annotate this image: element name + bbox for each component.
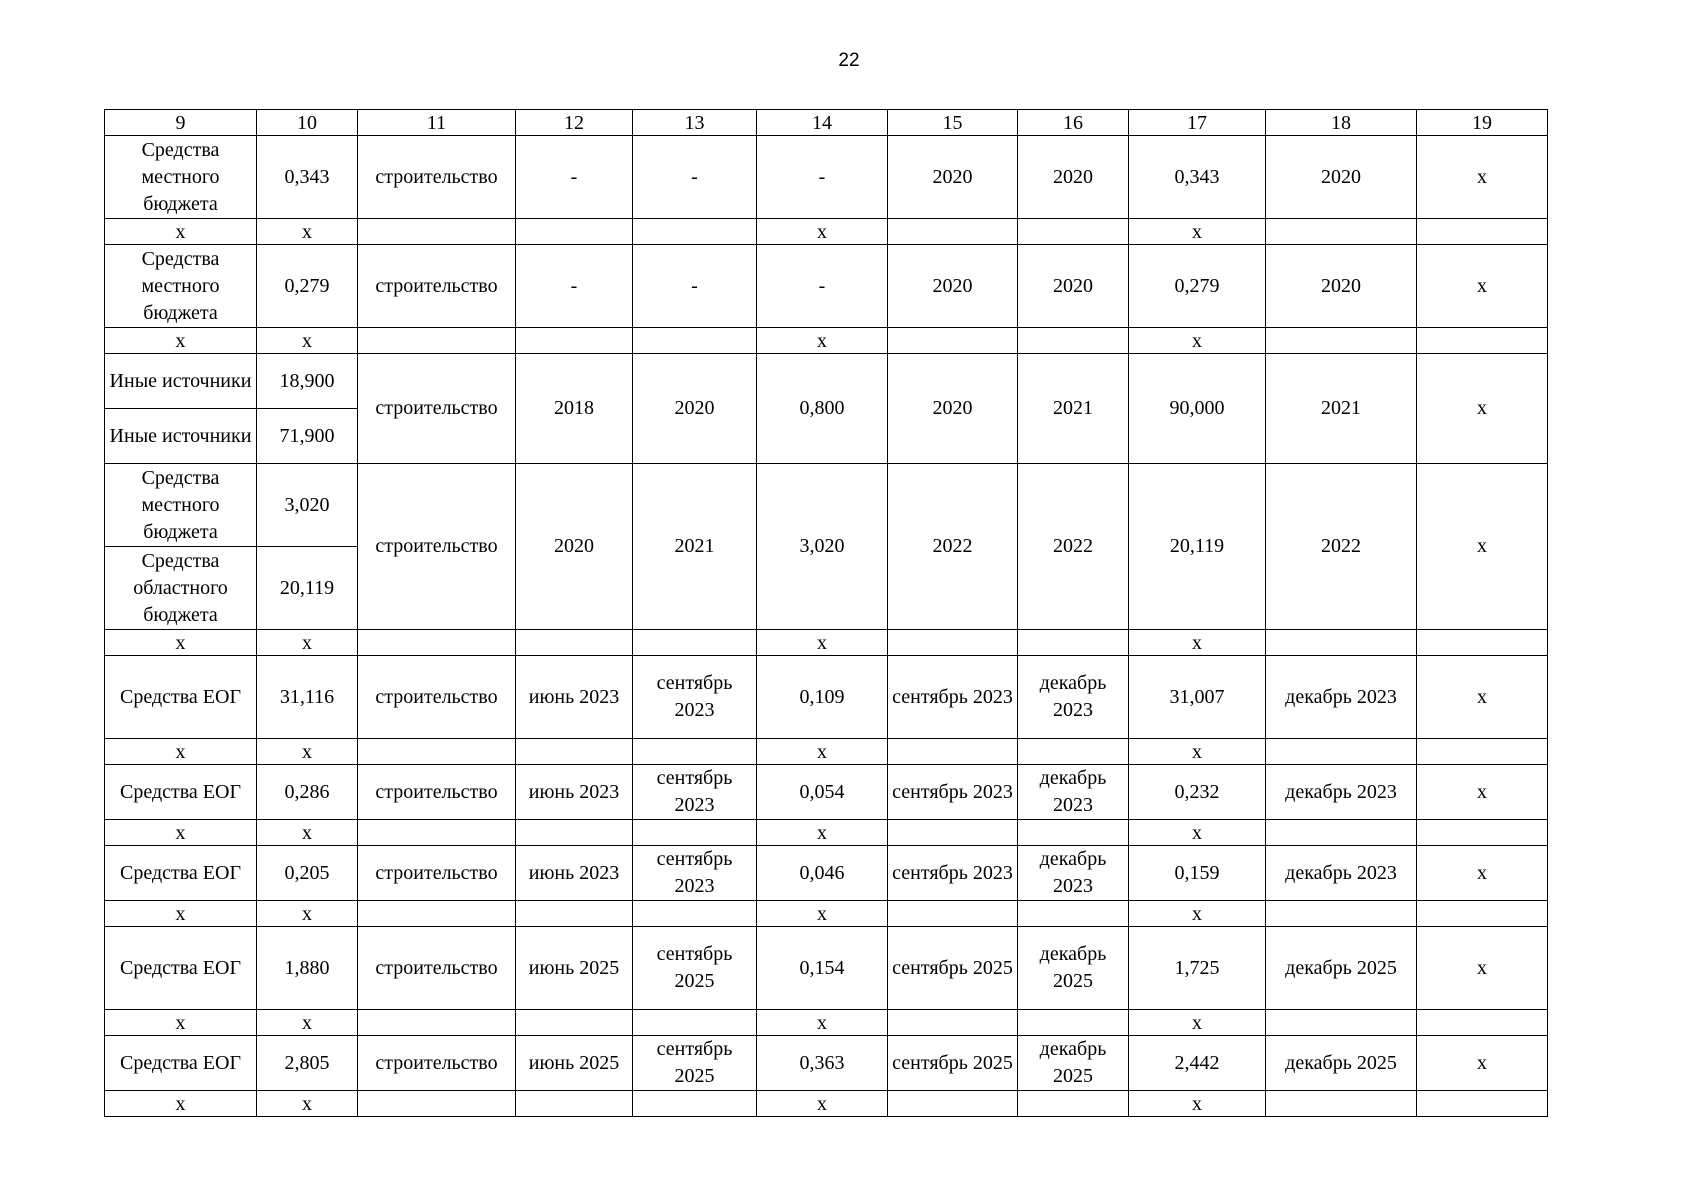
value-14-cell: х <box>757 820 888 846</box>
amount-cell: 20,119 <box>257 547 358 630</box>
amount-cell: х <box>257 630 358 656</box>
funding-source-cell: х <box>105 328 257 354</box>
amount-cell: 0,279 <box>257 245 358 328</box>
value-14-cell: 0,154 <box>757 927 888 1010</box>
date-18-cell <box>1266 739 1417 765</box>
table-row <box>105 656 1548 739</box>
date-16-cell <box>1018 820 1129 846</box>
column-header: 17 <box>1129 110 1266 136</box>
table-row-marker <box>105 1010 1548 1036</box>
end-date-cell: сентябрь 2025 <box>633 927 757 1010</box>
table-body <box>105 136 1548 1117</box>
value-17-cell: 31,007 <box>1129 656 1266 739</box>
end-date-cell: сентябрь 2023 <box>633 846 757 901</box>
work-type-cell: строительство <box>358 464 516 630</box>
date-15-cell <box>888 901 1018 927</box>
work-type-cell <box>358 630 516 656</box>
funding-source-cell: Средства ЕОГ <box>105 1036 257 1091</box>
mark-19-cell: х <box>1417 136 1548 219</box>
table-row-marker <box>105 901 1548 927</box>
date-16-cell: декабрь 2023 <box>1018 765 1129 820</box>
funding-source-cell: х <box>105 901 257 927</box>
amount-cell: х <box>257 1010 358 1036</box>
column-header: 16 <box>1018 110 1129 136</box>
date-18-cell <box>1266 1010 1417 1036</box>
value-17-cell: х <box>1129 328 1266 354</box>
funding-source-cell: х <box>105 630 257 656</box>
funding-source-cell: Средства областного бюджета <box>105 547 257 630</box>
value-14-cell: 0,109 <box>757 656 888 739</box>
column-header: 13 <box>633 110 757 136</box>
date-16-cell <box>1018 1091 1129 1117</box>
funding-source-cell: Средства ЕОГ <box>105 656 257 739</box>
work-type-cell: строительство <box>358 656 516 739</box>
value-17-cell: 90,000 <box>1129 354 1266 464</box>
value-17-cell: х <box>1129 630 1266 656</box>
value-14-cell: 3,020 <box>757 464 888 630</box>
mark-19-cell <box>1417 1091 1548 1117</box>
date-16-cell <box>1018 328 1129 354</box>
date-18-cell: декабрь 2023 <box>1266 846 1417 901</box>
amount-cell: 71,900 <box>257 409 358 464</box>
end-date-cell <box>633 328 757 354</box>
mark-19-cell: х <box>1417 846 1548 901</box>
date-15-cell <box>888 219 1018 245</box>
column-number-row <box>105 110 1548 136</box>
value-14-cell: х <box>757 328 888 354</box>
start-date-cell: июнь 2025 <box>516 927 633 1010</box>
amount-cell: х <box>257 820 358 846</box>
date-18-cell: декабрь 2023 <box>1266 765 1417 820</box>
date-16-cell: 2020 <box>1018 245 1129 328</box>
mark-19-cell <box>1417 219 1548 245</box>
mark-19-cell <box>1417 820 1548 846</box>
date-18-cell <box>1266 901 1417 927</box>
column-header: 19 <box>1417 110 1548 136</box>
column-header: 9 <box>105 110 257 136</box>
date-15-cell: сентябрь 2025 <box>888 1036 1018 1091</box>
work-type-cell: строительство <box>358 927 516 1010</box>
date-18-cell <box>1266 219 1417 245</box>
start-date-cell: июнь 2025 <box>516 1036 633 1091</box>
mark-19-cell: х <box>1417 765 1548 820</box>
amount-cell: 3,020 <box>257 464 358 547</box>
date-16-cell: 2021 <box>1018 354 1129 464</box>
date-16-cell: декабрь 2023 <box>1018 846 1129 901</box>
value-17-cell: 0,159 <box>1129 846 1266 901</box>
mark-19-cell: х <box>1417 656 1548 739</box>
date-16-cell <box>1018 630 1129 656</box>
amount-cell: 0,343 <box>257 136 358 219</box>
end-date-cell <box>633 739 757 765</box>
page-number: 22 <box>838 50 860 71</box>
date-15-cell: сентябрь 2023 <box>888 846 1018 901</box>
column-header: 14 <box>757 110 888 136</box>
value-14-cell: х <box>757 630 888 656</box>
end-date-cell: сентябрь 2023 <box>633 765 757 820</box>
column-header: 18 <box>1266 110 1417 136</box>
table-row-marker <box>105 820 1548 846</box>
value-14-cell: 0,054 <box>757 765 888 820</box>
date-18-cell <box>1266 630 1417 656</box>
value-14-cell: х <box>757 1091 888 1117</box>
date-16-cell: декабрь 2023 <box>1018 656 1129 739</box>
mark-19-cell: х <box>1417 927 1548 1010</box>
date-18-cell: декабрь 2025 <box>1266 927 1417 1010</box>
funding-source-cell: Средства ЕОГ <box>105 765 257 820</box>
date-16-cell: 2022 <box>1018 464 1129 630</box>
date-15-cell <box>888 630 1018 656</box>
end-date-cell <box>633 630 757 656</box>
start-date-cell: 2020 <box>516 464 633 630</box>
value-17-cell: 2,442 <box>1129 1036 1266 1091</box>
date-15-cell: 2020 <box>888 136 1018 219</box>
date-15-cell: 2022 <box>888 464 1018 630</box>
date-15-cell: сентябрь 2023 <box>888 765 1018 820</box>
value-17-cell: х <box>1129 739 1266 765</box>
date-15-cell <box>888 1010 1018 1036</box>
funding-source-cell: Иные источники <box>105 354 257 409</box>
table-row <box>105 846 1548 901</box>
table-row-marker <box>105 328 1548 354</box>
column-header: 11 <box>358 110 516 136</box>
start-date-cell <box>516 219 633 245</box>
value-17-cell: 0,232 <box>1129 765 1266 820</box>
data-table <box>104 109 1548 1117</box>
value-17-cell: х <box>1129 901 1266 927</box>
value-14-cell: - <box>757 245 888 328</box>
end-date-cell: сентябрь 2023 <box>633 656 757 739</box>
table-row-marker <box>105 1091 1548 1117</box>
amount-cell: х <box>257 219 358 245</box>
start-date-cell <box>516 820 633 846</box>
amount-cell: х <box>257 739 358 765</box>
date-15-cell: сентябрь 2023 <box>888 656 1018 739</box>
work-type-cell: строительство <box>358 846 516 901</box>
start-date-cell <box>516 1091 633 1117</box>
date-16-cell <box>1018 739 1129 765</box>
table-row <box>105 1036 1548 1091</box>
work-type-cell <box>358 739 516 765</box>
end-date-cell: - <box>633 136 757 219</box>
funding-source-cell: Иные источники <box>105 409 257 464</box>
amount-cell: х <box>257 328 358 354</box>
value-17-cell: 0,279 <box>1129 245 1266 328</box>
funding-source-cell: х <box>105 820 257 846</box>
amount-cell: 2,805 <box>257 1036 358 1091</box>
date-18-cell: декабрь 2025 <box>1266 1036 1417 1091</box>
date-16-cell <box>1018 901 1129 927</box>
work-type-cell <box>358 901 516 927</box>
date-18-cell: декабрь 2023 <box>1266 656 1417 739</box>
end-date-cell <box>633 820 757 846</box>
value-17-cell: х <box>1129 219 1266 245</box>
table-row <box>105 354 1548 409</box>
work-type-cell: строительство <box>358 354 516 464</box>
table-row <box>105 927 1548 1010</box>
date-16-cell <box>1018 1010 1129 1036</box>
mark-19-cell: х <box>1417 354 1548 464</box>
date-15-cell <box>888 739 1018 765</box>
work-type-cell: строительство <box>358 1036 516 1091</box>
mark-19-cell <box>1417 630 1548 656</box>
funding-source-cell: Средства местного бюджета <box>105 464 257 547</box>
date-16-cell <box>1018 219 1129 245</box>
value-17-cell: 20,119 <box>1129 464 1266 630</box>
date-16-cell: декабрь 2025 <box>1018 927 1129 1010</box>
mark-19-cell: х <box>1417 1036 1548 1091</box>
value-17-cell: 0,343 <box>1129 136 1266 219</box>
start-date-cell <box>516 901 633 927</box>
date-18-cell: 2021 <box>1266 354 1417 464</box>
table-row <box>105 136 1548 219</box>
mark-19-cell: х <box>1417 245 1548 328</box>
value-14-cell: - <box>757 136 888 219</box>
funding-source-cell: х <box>105 219 257 245</box>
date-18-cell <box>1266 820 1417 846</box>
column-header: 15 <box>888 110 1018 136</box>
amount-cell: 18,900 <box>257 354 358 409</box>
start-date-cell: июнь 2023 <box>516 656 633 739</box>
work-type-cell <box>358 219 516 245</box>
amount-cell: х <box>257 1091 358 1117</box>
date-15-cell: 2020 <box>888 245 1018 328</box>
end-date-cell: - <box>633 245 757 328</box>
date-18-cell: 2020 <box>1266 136 1417 219</box>
mark-19-cell <box>1417 739 1548 765</box>
amount-cell: 0,286 <box>257 765 358 820</box>
start-date-cell <box>516 328 633 354</box>
value-14-cell: х <box>757 1010 888 1036</box>
start-date-cell: - <box>516 136 633 219</box>
work-type-cell <box>358 1091 516 1117</box>
start-date-cell <box>516 630 633 656</box>
date-15-cell: 2020 <box>888 354 1018 464</box>
start-date-cell: июнь 2023 <box>516 846 633 901</box>
value-17-cell: х <box>1129 1091 1266 1117</box>
column-header: 12 <box>516 110 633 136</box>
value-14-cell: х <box>757 219 888 245</box>
date-16-cell: декабрь 2025 <box>1018 1036 1129 1091</box>
table-row-marker <box>105 630 1548 656</box>
end-date-cell: сентябрь 2025 <box>633 1036 757 1091</box>
date-15-cell <box>888 328 1018 354</box>
work-type-cell <box>358 328 516 354</box>
date-18-cell: 2022 <box>1266 464 1417 630</box>
end-date-cell <box>633 219 757 245</box>
work-type-cell <box>358 820 516 846</box>
amount-cell: 31,116 <box>257 656 358 739</box>
work-type-cell: строительство <box>358 245 516 328</box>
table-row-marker <box>105 739 1548 765</box>
mark-19-cell: х <box>1417 464 1548 630</box>
table-row <box>105 464 1548 547</box>
value-14-cell: х <box>757 901 888 927</box>
date-15-cell <box>888 820 1018 846</box>
value-14-cell: 0,046 <box>757 846 888 901</box>
funding-source-cell: Средства местного бюджета <box>105 245 257 328</box>
work-type-cell: строительство <box>358 765 516 820</box>
end-date-cell: 2020 <box>633 354 757 464</box>
funding-source-cell: Средства местного бюджета <box>105 136 257 219</box>
date-18-cell: 2020 <box>1266 245 1417 328</box>
end-date-cell <box>633 901 757 927</box>
amount-cell: 0,205 <box>257 846 358 901</box>
funding-source-cell: х <box>105 1010 257 1036</box>
start-date-cell: - <box>516 245 633 328</box>
amount-cell: х <box>257 901 358 927</box>
work-type-cell: строительство <box>358 136 516 219</box>
date-16-cell: 2020 <box>1018 136 1129 219</box>
date-15-cell: сентябрь 2025 <box>888 927 1018 1010</box>
start-date-cell <box>516 1010 633 1036</box>
funding-source-cell: х <box>105 739 257 765</box>
end-date-cell: 2021 <box>633 464 757 630</box>
mark-19-cell <box>1417 1010 1548 1036</box>
end-date-cell <box>633 1091 757 1117</box>
mark-19-cell <box>1417 901 1548 927</box>
work-type-cell <box>358 1010 516 1036</box>
value-17-cell: х <box>1129 1010 1266 1036</box>
funding-source-cell: Средства ЕОГ <box>105 846 257 901</box>
start-date-cell: 2018 <box>516 354 633 464</box>
start-date-cell: июнь 2023 <box>516 765 633 820</box>
date-18-cell <box>1266 328 1417 354</box>
start-date-cell <box>516 739 633 765</box>
value-14-cell: х <box>757 739 888 765</box>
table-row <box>105 245 1548 328</box>
value-14-cell: 0,800 <box>757 354 888 464</box>
amount-cell: 1,880 <box>257 927 358 1010</box>
value-17-cell: х <box>1129 820 1266 846</box>
funding-source-cell: Средства ЕОГ <box>105 927 257 1010</box>
value-14-cell: 0,363 <box>757 1036 888 1091</box>
table-row-marker <box>105 219 1548 245</box>
funding-source-cell: х <box>105 1091 257 1117</box>
mark-19-cell <box>1417 328 1548 354</box>
date-18-cell <box>1266 1091 1417 1117</box>
date-15-cell <box>888 1091 1018 1117</box>
end-date-cell <box>633 1010 757 1036</box>
value-17-cell: 1,725 <box>1129 927 1266 1010</box>
table-row <box>105 765 1548 820</box>
column-header: 10 <box>257 110 358 136</box>
